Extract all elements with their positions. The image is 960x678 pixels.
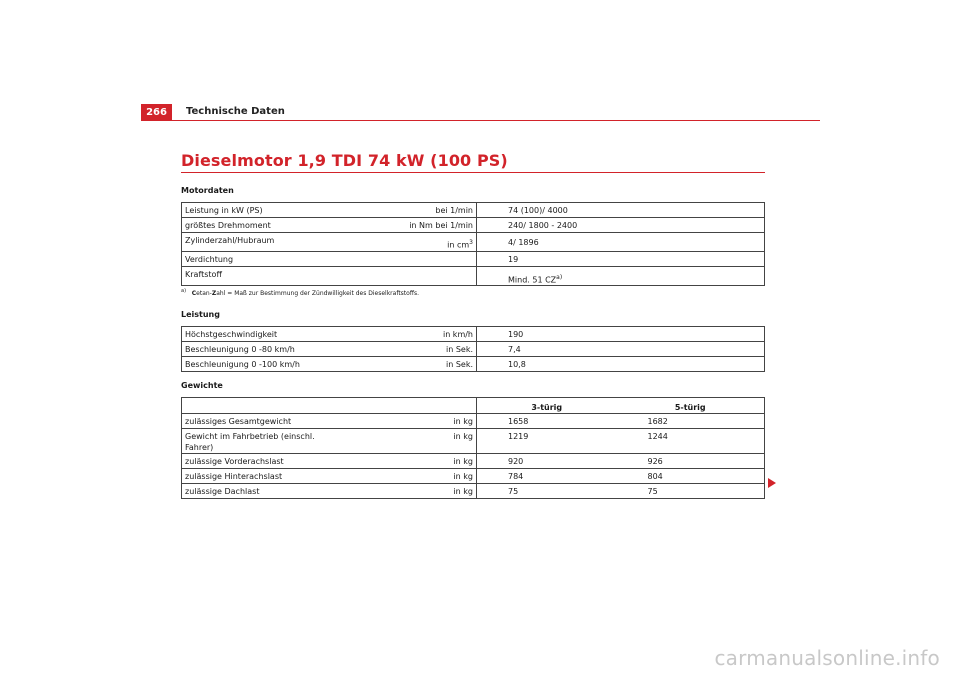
row-label: Kraftstoff: [185, 269, 222, 279]
table-row: [182, 454, 765, 469]
header-5-tuerig: 5-türig: [617, 398, 765, 414]
row-label: zulässiges Gesamtgewicht: [182, 414, 342, 429]
row-value-3: 1658: [477, 414, 617, 429]
row-label: Beschleunigung 0 -100 km/h: [185, 360, 300, 369]
table-row: [182, 266, 765, 286]
footnote-c: C: [191, 290, 197, 297]
table-row: [182, 357, 765, 372]
row-value-3: 75: [508, 487, 519, 496]
row-unit: in Sek.: [342, 342, 477, 357]
row-label: Verdichtung: [182, 251, 342, 266]
unit-text: in cm: [447, 240, 470, 250]
table-row: [182, 484, 765, 499]
header-rule: [141, 120, 820, 121]
footnote-text: ahl = Maß zur Bestimmung der Zündwilligkeit des Dieselkraftstoffs.: [216, 290, 419, 297]
table-row: [182, 218, 765, 233]
header-cell-empty: [342, 398, 477, 414]
table-row: [182, 469, 765, 484]
row-unit: in km/h: [342, 327, 477, 342]
row-label: Beschleunigung 0 -80 km/h: [182, 342, 342, 357]
row-unit: in kg: [342, 414, 477, 429]
row-value-3: 920: [477, 454, 617, 469]
row-unit: in Sek.: [342, 357, 477, 372]
header-3-tuerig: 3-türig: [477, 398, 617, 414]
table-row: [182, 342, 765, 357]
row-label: zulässige Hinterachslast: [182, 469, 342, 484]
row-unit: [342, 251, 477, 266]
row-unit: [342, 266, 477, 286]
row-label: zulässige Vorderachslast: [182, 454, 342, 469]
table-header-row: [182, 398, 765, 414]
table-row: [182, 429, 765, 454]
row-unit: in kg: [342, 484, 477, 499]
row-label: Gewicht im Fahrbetrieb (einschl. Fahrer): [182, 429, 342, 454]
row-value: [477, 266, 765, 286]
leistung-label: Leistung: [181, 310, 220, 319]
footnote-ref: a): [556, 273, 563, 281]
next-page-arrow-icon[interactable]: [768, 478, 776, 488]
value-text: Mind. 51 CZ: [508, 275, 557, 285]
page-title: Dieselmotor 1,9 TDI 74 kW (100 PS): [181, 151, 508, 170]
footnote-marker: a): [181, 288, 187, 294]
row-value-5: 926: [617, 454, 765, 469]
motordaten-table: [181, 202, 765, 286]
row-label: größtes Drehmoment: [182, 218, 342, 233]
gewichte-table: [181, 397, 765, 499]
table-row: [182, 327, 765, 342]
page-number: 266: [141, 104, 172, 120]
row-value: 4/ 1896: [477, 233, 765, 252]
row-unit: in kg: [342, 429, 477, 454]
row-value-3: 784: [477, 469, 617, 484]
leistung-table: [181, 326, 765, 372]
gewichte-label: Gewichte: [181, 381, 223, 390]
table-row: [182, 414, 765, 429]
row-value-5: 804: [617, 469, 765, 484]
row-label: zulässige Dachlast: [185, 487, 260, 496]
row-value: 190: [477, 327, 765, 342]
row-unit: in kg: [342, 469, 477, 484]
row-unit: bei 1/min: [342, 203, 477, 218]
watermark: carmanualsonline.info: [714, 646, 940, 670]
row-label: Leistung in kW (PS): [182, 203, 342, 218]
row-value: 240/ 1800 - 2400: [477, 218, 765, 233]
row-value-5: 75: [647, 487, 658, 496]
footnote: [181, 288, 419, 297]
section-title: Technische Daten: [186, 106, 285, 117]
footnote-c-rest: etan-: [196, 290, 212, 297]
row-label: Höchstgeschwindigkeit: [182, 327, 342, 342]
table-row: [182, 203, 765, 218]
unit-superscript: 3: [469, 239, 473, 246]
table-row: [182, 251, 765, 266]
header-cell-empty: [182, 398, 342, 414]
footnote-z: Z: [211, 290, 217, 297]
table-row: [182, 233, 765, 252]
row-label: Zylinderzahl/Hubraum: [182, 233, 342, 252]
row-value: 10,8: [508, 360, 526, 369]
row-value: 7,4: [477, 342, 765, 357]
row-unit: in kg: [342, 454, 477, 469]
row-value-5: 1682: [617, 414, 765, 429]
row-value: 19: [477, 251, 765, 266]
row-value-5: 1244: [617, 429, 765, 454]
row-unit: in Nm bei 1/min: [342, 218, 477, 233]
row-unit: [342, 233, 477, 252]
row-value: 74 (100)/ 4000: [477, 203, 765, 218]
row-value-3: 1219: [477, 429, 617, 454]
title-rule: [181, 172, 765, 173]
motordaten-label: Motordaten: [181, 186, 234, 195]
